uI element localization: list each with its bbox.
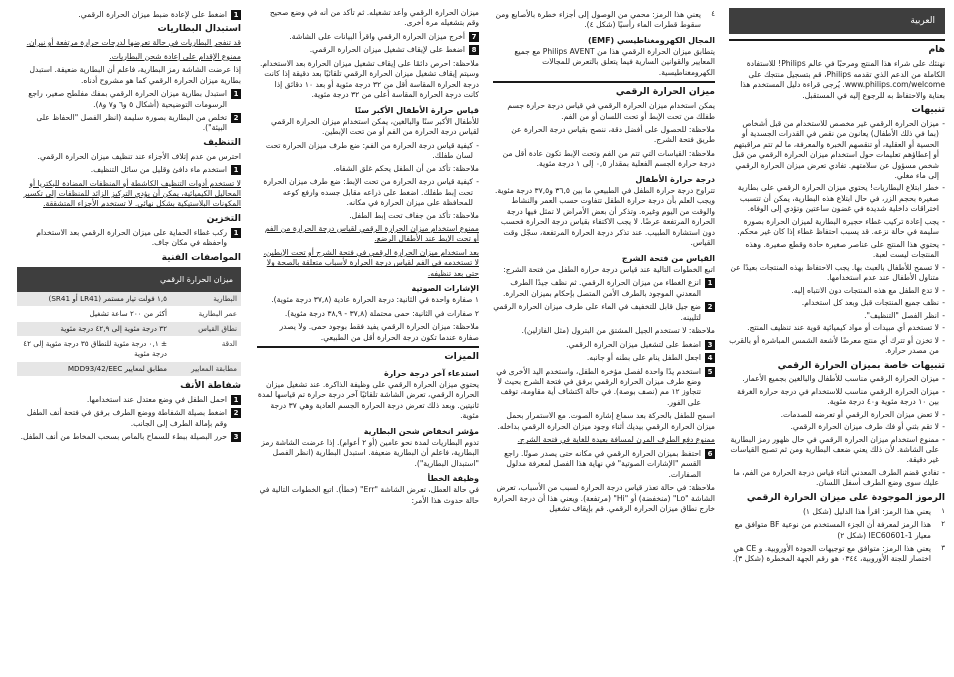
spec-value: مطابق لمعايير MDD93/42/EEC (17, 361, 171, 376)
intro-paragraph: نهنئك على شراء هذا المنتج ومرحبًا في عالم Philips! للاستفادة الكاملة من الدعم الذي تقدمه Philips، قم بتسجيل منتجك على www.philips.com/welcome. يُرجى قراءة دليل المستخدم هذا بعناية والاحتفاظ به للرجوع إليه في المستقبل. (740, 59, 945, 100)
step-item (17, 408, 241, 429)
warning-text: ممنوع استخدام ميزان الحرارة الرقمي لقياس درجة الحرارة من الفم أو تحت الإبط عند الأطفال الرضع. (264, 224, 479, 244)
column-usage (493, 8, 715, 518)
step-text: اضغط بصيلة الشفاطة ووضع الطرف برفق في فتحة أنف الطفل وقم بإمالة الطرف إلى الجانب. (26, 408, 227, 428)
low-battery-heading: مؤشر انخفاض شحن البطارية (363, 426, 479, 436)
specs-table (17, 267, 241, 377)
special-warnings-list (729, 374, 945, 489)
special-warnings-heading: تنبيهات خاصة بميزان الحرارة الرقمي (777, 359, 945, 371)
divider (493, 81, 715, 83)
symbol-item (729, 520, 945, 541)
step-number: 3 (231, 432, 241, 442)
language-tab: العربية (729, 8, 945, 34)
rectal-intro: اتبع الخطوات التالية عند قياس درجة حرارة الطفل من فتحة الشرج: (503, 264, 715, 274)
step-item (17, 10, 241, 20)
step-text: احتفظ بميزان الحرارة الرقمي في مكانه حتى يصدر صوتًا. راجع القسم "الإشارات الصوتية" في نهاية هذا الفصل لمعرفة مدلول الصفارات. (504, 448, 701, 479)
spec-value: ± ٠,١ درجة مئوية للنطاق ٣٥ درجة مئوية إلى ٤٢ درجة مئوية (17, 337, 171, 362)
emf-paragraph: يتطابق ميزان الحرارة الرقمي هذا من Philips AVENT مع جميع المعايير والقوانين السارية فيما يتعلق بالتعرض للمجالات الكهرومغناطيسية. (514, 46, 715, 77)
table-row (17, 307, 241, 322)
recall-paragraph: يحتوي ميزان الحرارة الرقمي على وظيفة الذاكرة. عند تشغيل ميزان الحرارة الرقمي، تعرض الشاشة تلقائيًا آخر درجة حرارة تم قياسها لمدة ثانيتين. وبعد ذلك تعرض درجة الحرارة الجسم العادية وهي ٣٧ درجة مئوية. (257, 379, 479, 421)
symbol-number: ٤ (711, 10, 715, 18)
error-heading: وظيفة الخطأ (427, 474, 479, 484)
spec-key: مطابقة المعايير (171, 361, 241, 376)
warning-text: ممنوع دفع الطرف المرن لمسافة بعيدة للغاية في فتحة الشرج. (517, 435, 715, 445)
step-item (17, 395, 241, 405)
symbol-text: يعني هذا الرمز: متوافق مع توجيهات الجودة الأوروبية. و CE هي اختصار للجنة الأوروبية، ٠٣٤٤ هو رقم الجهة المخطرة (شكل ٣). (732, 543, 931, 564)
step-item (17, 165, 241, 175)
step-item (493, 302, 715, 323)
step-number: 1 (231, 89, 241, 99)
step-item (493, 340, 715, 350)
step-text: استخدم يدًا واحدة لفصل مؤخرة الطفل، واستخدم اليد الأخرى في وضع طرف ميزان الحرارة الرقمي برفق في فتحة الشرج بحيث لا تتجاوز ١٢ مم (نصف بوصة). في حالة اكتشاف أية مقاومة، توقف على الفور. (496, 366, 701, 407)
list-item: - كيفية قياس درجة الحرارة من تحت الإبط: ضع طرف ميزان الحرارة تحت إبط طفلك. اضغط على ذراعه مقابل جسده وارفع كوعه للمحافظة على ميزان الحرارة في مكانه. (257, 177, 479, 208)
list-item: - لا تخزن أو تترك أي منتج معرضًا لأشعة الشمس المباشرة أو بالقرب من مصدر حرارة. (729, 336, 945, 357)
step-text: اضغط على لتشغيل ميزان الحرارة الرقمي. (566, 339, 701, 349)
spec-value: ٣٢ درجة مئوية إلى ٤٢,٩ درجة مئوية (17, 322, 171, 337)
note: ملاحظة: لا تستخدم الجيل المشتق من البترول (مثل الفازلين). (521, 326, 715, 336)
step-number: 5 (705, 367, 715, 377)
body-temp-heading: درجة حرارة الأطفال (635, 174, 715, 184)
list-item: - يحتوي هذا المنتج على عناصر صغيرة حادة وقطع صغيرة. وهذه المنتجات ليست لعبة. (729, 240, 945, 261)
cleaning-heading: التنظيف (203, 136, 241, 148)
step-item (17, 228, 241, 249)
step-number: 1 (231, 165, 241, 175)
spec-key: البطارية (171, 292, 241, 306)
step-number: 2 (231, 408, 241, 418)
thermometer-heading: ميزان الحرارة الرقمي (615, 86, 715, 98)
rectal-heading: القياس من فتحة الشرج (621, 253, 715, 263)
column-intro (729, 8, 945, 568)
list-item: - انظر الفصل "التنظيف". (729, 311, 945, 321)
cleaning-paragraph: احترس من عدم إتلاف الأجزاء عند تنظيف ميزان الحرارة الرقمي. (37, 151, 241, 161)
table-row (17, 322, 241, 337)
error-paragraph: في حالة العطل، تعرض الشاشة "Err" (خطأ). اتبع الخطوات التالية في حالة حدوث هذا الأمر: (259, 485, 479, 505)
step-item (493, 367, 715, 409)
list-item: - ميزان الحرارة الرقمي غير مخصص للاستخدام من قبل أشخاص (بما في ذلك الأطفال) يعانون من نقص في القدرات الجسدية أو الحسية أو العقلية، أو تنقصهم الخبرة والمعرفة، ما لم تتم مراقبتهم أو إعطاؤهم تعليمات حول استخدام ميزان الحرارة الرقمي من قبل شخص مسؤول عن سلامتهم. تفادي تعرض ميزان الحرارة الرقمي إلى ماء مغلي. (729, 119, 945, 182)
axillary-paragraph: للأطفال الأكبر سنًا والبالغين، يمكن استخدام ميزان الحرارة الرقمي لقياس درجة الحرارة من الفم أو من تحت الإبطين. (271, 116, 479, 137)
body-temp-paragraph: تتراوح درجة حرارة الطفل في الطبيعي ما بين ٣٦,٥ و٣٧,٥ درجة مئوية. ويجب العلم بأن درجة حرارة الطفل تتفاوت حسب العمر والنشاط والوقت من اليوم وغيره. وتذكر أن بعض الأمراض لا تمثل فيها درجة الحرارة المرتفعة عرضًا. لا يجب الاكتفاء بقياس درجة الحرارة فحسب دون استشارة الطبيب. عند تذكر درجة الحرارة المرتفعة، سجّل وقت القياس. (495, 185, 715, 248)
list-item: - لا تعض ميزان الحرارة الرقمي أو تعرضه للصدمات. (729, 410, 945, 420)
note: اسمح للطفل بالحركة بعد سماع إشارة الصوت. مع الاستمرار بحمل ميزان الحرارة الرقمي بيديك أثناء وجود ميزان الحرارة الرقمي بداخله. (497, 411, 715, 431)
warning-text: لا تستخدم أدوات التنظيف الكاشطة أو المنظفات المضادة للبكتريا أو المحاليل الكيميائية، يمكن أن يؤدي التركيز الزائد للمنظفات إلى تكسير المكونات البلاستيكية بشكل نهائي. لا تستخدم الأجزاء المتشققة. (23, 178, 241, 209)
step-text: اضغط على لإيقاف تشغيل ميزان الحرارة الرقمي. (309, 45, 465, 55)
symbol-number: ٣ (941, 543, 945, 552)
step-text: اجعل الطفل ينام على بطنه أو جانبه. (586, 353, 701, 363)
spec-value: أكثر من ٢٠٠ ساعة تشغيل (17, 307, 171, 322)
note: ملاحظة: احرص دائمًا على إيقاف تشغيل ميزان الحرارة بعد الاستخدام. وسيتم إيقاف تشغيل ميزان الحرارة الرقمي تلقائيًا بعد دقيقة إذا كانت درجة الحرارة المقاسة أقل من ٣٢ درجة مئوية أو بعد ١٠ دقائق إذا كانت درجة الحرارة المقاسة أعلى من ٣٢ درجة مئوية. (259, 58, 479, 100)
step-text: تخلص من البطارية بصورة سليمة (انظر الفصل "الحفاظ على البيئة"). (36, 112, 227, 133)
list-item: - نظف جميع المنتجات قبل وبعد كل استخدام. (729, 298, 945, 308)
battery-paragraph: إذا عرضت الشاشة رمز البطارية، فاعلم أن البطارية ضعيفة. استبدل بطارية ميزان الحرارة الرقمي كما هو مشروح أدناه. (29, 65, 241, 85)
list-item: - ميزان الحرارة الرقمي مناسب للاستخدام في درجة حرارة الغرفة بين ١٠ درجة مئوية و٤٠ درجة مئوية. (729, 387, 945, 408)
symbol-text: يعني هذا الرمز: اقرأ هذا الدليل (شكل ١) (802, 506, 931, 516)
step-number: 8 (469, 45, 479, 55)
step-text: استخدم ماء دافئ وقليل من سائل التنظيف. (90, 165, 227, 175)
list-item: - خطر ابتلاع البطاريات! يحتوي ميزان الحرارة الرقمي على بطارية صغيرة بحجم الزر، في حال ابتلاع هذه البطارية، يمكن أن تتسبب اختراقات داخلية شديدة في غضون ساعتين وتؤدي إلى الوفاة. (729, 183, 945, 214)
column-features (257, 8, 479, 509)
step-text: استبدل بطارية ميزان الحرارة الرقمي بمفك مفلطح صغير، راجع الرسومات التوضيحية (أشكال ٥ و٦ و٧ و٨). (28, 89, 227, 109)
table-header: ميزان الحرارة الرقمي (17, 267, 241, 292)
symbol-number: ٢ (941, 520, 945, 529)
step-number: 1 (231, 228, 241, 238)
table-header-row (17, 267, 241, 292)
note: ملاحظة: تأكد من جفاف تحت إبط الطفل. (349, 210, 479, 220)
beep-line: ١ صفارة واحدة في الثانية: درجة الحرارة عادية (٣٧,٨ درجة مئوية). (271, 295, 479, 305)
note: ملاحظة: ميزان الحرارة الرقمي يفيد فقط بوجود حمى. ولا يصدر صفارة عندما تكون درجة الحرارة أقل من الطبيعي. (279, 322, 479, 342)
low-battery-paragraph: تدوم البطاريات لمدة نحو عامين (أو ٢ أعوام). إذا عرضت الشاشة رمز البطارية، فاعلم أن البطارية ضعيفة. استبدل البطارية (انظر الفصل "استبدال البطارية"). (261, 437, 479, 468)
step-text: حرر البصيلة ببطء للسماح بالماص بسحب المخاط من أنف الطفل. (20, 432, 227, 441)
step-number: 1 (231, 395, 241, 405)
step-item (493, 449, 715, 480)
list-item: - كيفية قياس درجة الحرارة من الفم: ضع طرف ميزان الحرارة تحت لسان طفلك. (257, 141, 479, 162)
spec-value: ١,٥ فولت تيار مستمر (LR41 أو SR41) (17, 292, 171, 306)
symbol-item (729, 544, 945, 565)
warnings-list (729, 119, 945, 357)
note: ملاحظة: تأكد من أن الطفل يحكم غلق الشفاه. (333, 163, 479, 173)
symbols-heading: الرموز الموجودة على ميزان الحرارة الرقمي (746, 491, 945, 503)
list-item: - لا تستخدم أي مبيدات أو مواد كيميائية قوية عند تنظيف المنتج. (729, 323, 945, 333)
step-text: احمل الطفل في وضع معتدل عند استخدامها. (86, 394, 227, 404)
specs-heading: المواصفات الفنية (161, 251, 241, 263)
step-item (17, 432, 241, 442)
recall-heading: استدعاء آخر درجة حرارة (383, 368, 479, 378)
step-item (493, 353, 715, 363)
list-item: - يجب إعادة تركيب غطاء حجيرة البطارية لميزان الحرارة بصورة سليمة في حالة نزعه. قد يسبب احتفاظ غطاء إذا كان غير محكم. (729, 217, 945, 238)
list-item: - لا تسمح للأطفال بالعبث بها. يجب الاحتفاظ بهذه المنتجات بعيدًا عن متناول الأطفال عند عدم استخدامها. (729, 263, 945, 284)
step-text: اضغط على لإعادة ضبط ميزان الحرارة الرقمي. (78, 10, 227, 19)
step-number: 1 (231, 10, 241, 20)
step-number: 2 (231, 113, 241, 123)
battery-heading: استبدال البطاريات (157, 23, 241, 35)
list-item: - لا تدع الطفل مع هذه المنتجات دون الانتباه إليه. (729, 286, 945, 296)
list-item: - ممنوع استخدام ميزان الحرارة الرقمي في حال ظهور رمز البطارية على الشاشة. لأن ذلك يعني ضعف البطارية ومن ثم تصبح القياسات غير دقيقة. (729, 435, 945, 466)
step-number: 2 (705, 302, 715, 312)
symbol-number: ١ (941, 506, 945, 515)
list-item: - تفادي قضم الطرف المعدني أثناء قياس درجة الحرارة من الفم، ما عليك سوى وضع الطرف أسفل اللسان. (729, 468, 945, 489)
step-number: 3 (705, 340, 715, 350)
spec-key: نطاق القياس (171, 322, 241, 337)
aspirator-heading: شفاطة الأنف (180, 379, 241, 391)
divider (729, 39, 945, 41)
spec-key: الدقة (171, 337, 241, 362)
step-item (257, 45, 479, 55)
thermometer-paragraph: يمكن استخدام ميزان الحرارة الرقمي في قياس درجة حرارة جسم طفلك من تحت الإبط أو تحت اللسان أو من الفم. (507, 101, 715, 121)
axillary-heading: قياس حرارة الأطفال الأكبر سنًا (354, 105, 479, 115)
storage-heading: التخزين (206, 212, 241, 224)
step-text: انزع الغطاء من ميزان الحرارة الرقمي. ثم نظف جيدًا الطرف المعدني الموجود بالطرف الأمن المتصل بإحكام بميزان الحرارة. (503, 278, 701, 298)
list-item: - لا تقم بثني أو فك طرف ميزان الحرارة الرقمي. (729, 422, 945, 432)
step-item (493, 278, 715, 299)
step-number: 6 (705, 449, 715, 459)
step-number: 4 (705, 353, 715, 363)
symbol-item (493, 10, 715, 31)
list-item: - ميزان الحرارة الرقمي مناسب للأطفال والبالغين بجميع الأعمار. (729, 374, 945, 384)
symbol-item (729, 507, 945, 517)
symbol-text: هذا الرمز لمعرفة أن الجزء المستخدم من نوعية BF متوافق مع معيار IEC60601-1 (شكل ٢) (734, 520, 931, 540)
divider (257, 346, 479, 348)
beeps-heading: الإشارات الصوتية (411, 284, 479, 294)
emf-heading: المجال الكهرومغناطيسي (EMF) (588, 35, 715, 45)
step-item (17, 113, 241, 134)
warning-text: قد تنفجر البطاريات في حالة تعرضها لدرجات حرارة مرتفعة أو نيران. (26, 38, 241, 48)
spec-key: عمر البطارية (171, 307, 241, 322)
step-number: 7 (469, 32, 479, 42)
step-text: ضع جيل قابل للتخفيف في الماء على طرف ميزان الحرارة الرقمي لتليينه. (493, 302, 701, 322)
table-row (17, 337, 241, 362)
note: ملاحظة: في حالة تعذر قياس درجة الحرارة لسبب من الأسباب، تعرض الشاشة "Lo" (منخفضة) أو "Hi" (مرتفعة). ويعني هذا أن درجة الحرارة خارج نطاق ميزان الحرارة الرقمي. قم بإيقاف تشغيل (493, 483, 715, 514)
symbol-text: يعني هذا الرمز: محمي من الوصول إلى أجزاء خطرة بالأصابع ومن سقوط قطرات الماء رأسيًا (شكل ٤). (495, 10, 701, 30)
note: ملاحظة: القياسات التي تتم من الفم وتحت الإبط تكون عادة أقل من درجة حرارة الجسم الفعلية بمقدار ٠,٥ إلى ١ درجة مئوية. (502, 148, 715, 169)
beep-line: ٢ صفارات في الثانية: حمى محتملة (٣٧,٨ - ٣٨,٩ درجة مئوية). (284, 308, 479, 318)
step-text: أخرج ميزان الحرارة الرقمي واقرأ البيانات على الشاشة. (289, 31, 465, 41)
important-heading: هام (928, 44, 945, 56)
step-item (17, 89, 241, 110)
step-text: ركب غطاء الحماية على ميزان الحرارة الرقمي بعد الاستخدام واحفظه في مكان جاف. (36, 227, 227, 248)
continued-paragraph: ميزان الحرارة الرقمي وأعد تشغيله. ثم تأكد من أنه في وضع صحيح وقم بتشغيله مرة أخرى. (269, 8, 479, 28)
warning-text: بعد استخدام ميزان الحرارة الرقمي في فتحة الشرج أو تحت الإبطين، لا تستخدمه في الفم لقياس درجة الحرارة لأسباب متعلقة بالصحة ولا حتى بعد تنظيفه. (263, 247, 479, 278)
step-item (257, 32, 479, 42)
table-row (17, 292, 241, 306)
step-number: 1 (705, 278, 715, 288)
warning-text: ممنوع الإقدام على إعادة شحن البطاريات. (109, 51, 241, 61)
note: ملاحظة: للحصول على أفضل دقة، ننصح بقياس درجة الحرارة عن طريق فتحة الشرج. (511, 125, 715, 145)
table-row (17, 361, 241, 376)
warnings-heading: تنبيهات (911, 103, 945, 115)
features-heading: الميزات (444, 351, 479, 363)
column-maintenance (17, 8, 241, 445)
